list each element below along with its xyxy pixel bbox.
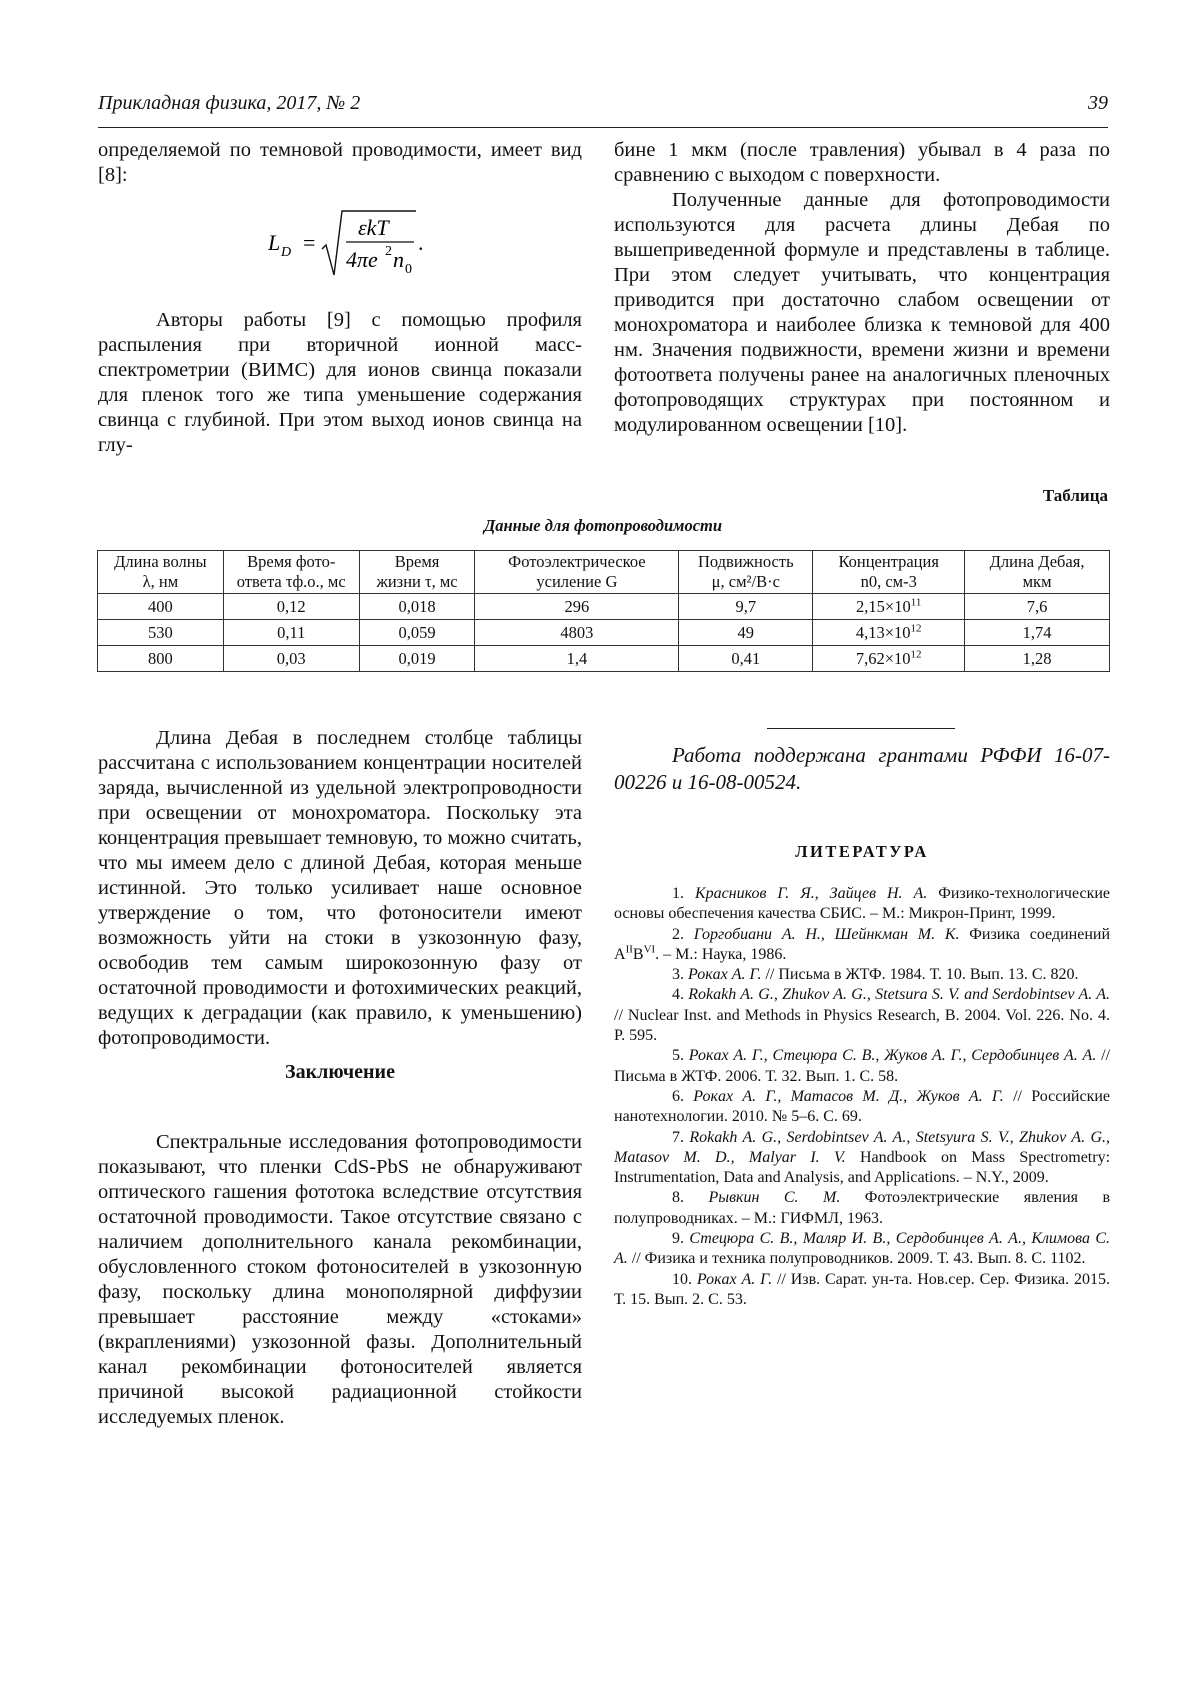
table-row (98, 594, 1110, 620)
cell-gain: 4803 (475, 620, 679, 646)
left-column-top-2 (98, 308, 582, 458)
reference-item: 1. Красников Г. Я., Зайцев Н. А. Физико-технологические основы обеспечения качества СБИС. – М.: Микрон-Принт, 1999. (614, 885, 1111, 923)
header-debye-length: Длина Дебая, мкм (965, 551, 1110, 594)
formula-lhs: L (268, 230, 281, 255)
header-mobility: Подвижность μ, см²/В·с (679, 551, 813, 594)
cell-gain: 296 (475, 594, 679, 620)
reference-item: 5. Рокax А. Г., Стецюра С. В., Жуков А. Г., Сердобинцев А. А. // Письма в ЖТФ. 2006. Т. 32. Вып. 1. С. 58. (614, 1047, 1111, 1085)
reference-item: 6. Рокax А. Г., Матасов М. Д., Жуков А. Г. // Российские нанотехнологии. 2010. № 5–6. С. 69. (614, 1087, 1111, 1126)
header-concentration: Концентрация n0, см-3 (813, 551, 965, 594)
cell-wavelength: 400 (98, 594, 224, 620)
cell-debye-length: 1,74 (965, 620, 1110, 646)
reference-item: 4. Rokakh A. G., Zhukov A. G., Stetsura S. V. and Serdobintsev A. A. // Nuclear Inst. and Methods in Physics Research, B. 2004. Vol. 226. No. 4. P. 595. (614, 986, 1110, 1045)
page-number: 39 (1088, 92, 1108, 114)
reference-item: 8. Рывкин С. М. Фотоэлектрические явления в полупроводниках. – М.: ГИФМЛ, 1963. (614, 1189, 1110, 1227)
cell-response-time: 0,11 (223, 620, 359, 646)
table-row (98, 646, 1110, 672)
header-response-time: Время фото- ответа τф.о., мс (223, 551, 359, 594)
cell-concentration: $7,62\times 10^{12}$ (813, 646, 965, 672)
reference-item: 3. Рокax А. Г. // Письма в ЖТФ. 1984. Т. 10. Вып. 13. С. 820. (672, 966, 1079, 984)
table-header-row (98, 551, 1110, 594)
cell-gain: 1,4 (475, 646, 679, 672)
header-rule (98, 127, 1108, 128)
references-heading: ЛИТЕРАТУРА (795, 842, 929, 861)
paragraph: Спектральные исследования фотопроводимости показывают, что пленки CdS-PbS не обнаруживают оптического гашения фототока вследствие отсутствия остаточной проводимости. Такое отсутствие связано с наличием дополнительного канала рекомбинации, обусловленного стоком фотоносителей в узкозонную фазу, поскольку длина монополярной диффузии превышает расстояние между «стоками» (вкраплениями) узкозонной фазы. Дополнительный канал рекомбинации фотоносителей является причиной высокой радиационной стойкости исследуемых пленок. (98, 1131, 582, 1428)
table-title: Данные для фотопроводимости (483, 516, 723, 535)
separator-rule (767, 728, 955, 729)
references-list (614, 884, 1110, 1310)
cell-concentration: $2,15\times 10^{11}$ (813, 594, 965, 620)
cell-mobility: 9,7 (679, 594, 813, 620)
cell-wavelength: 800 (98, 646, 224, 672)
paragraph: бине 1 мкм (после травления) убывал в 4 раза по сравнению с выходом с поверхности. (614, 139, 1110, 186)
formula-denominator-a: 4πe (346, 247, 378, 272)
formula-end: . (418, 230, 424, 255)
journal-title: Прикладная физика, 2017, № 2 (98, 92, 361, 114)
cell-wavelength: 530 (98, 620, 224, 646)
table-row (98, 620, 1110, 646)
data-table (97, 550, 1110, 672)
left-column-bottom (98, 726, 582, 1051)
cell-debye-length: 7,6 (965, 594, 1110, 620)
formula-denominator-sup: 2 (385, 244, 392, 259)
reference-item: 10. Рокax А. Г. // Изв. Сарат. ун-та. Нов.сер. Сер. Физика. 2015. Т. 15. Вып. 2. С. 53. (614, 1270, 1111, 1308)
paragraph: Длина Дебая в последнем столбце таблицы рассчитана с использованием концентрации носителей заряда, вычисленной из удельной электропроводности при освещении от монохроматора. Поскольку эта концентрация превышает темновую, то можно считать, что мы имеем дело с длиной Дебая, которая меньше истинной. Это только усиливает наше основное утверждение о том, что фотоносители имеют возможность уйти на стоки в узкозонную фазу, освободив тем самым широкозонную фазу от остаточной проводимости и фотохимических реакций, ведущих к деградации (как правило, к уменьшению) фотопроводимости. (98, 727, 582, 1049)
running-header (98, 92, 1108, 122)
cell-lifetime: 0,019 (359, 646, 475, 672)
cell-response-time: 0,12 (223, 594, 359, 620)
paragraph: определяемой по темновой проводимости, имеет вид [8]: (98, 139, 582, 186)
section-title: Заключение (285, 1061, 395, 1083)
cell-response-time: 0,03 (223, 646, 359, 672)
header-lifetime: Время жизни τ, мс (359, 551, 475, 594)
left-column-top (98, 138, 582, 188)
right-column-top (614, 138, 1110, 438)
formula-denominator-sub: 0 (405, 262, 412, 277)
cell-lifetime: 0,018 (359, 594, 475, 620)
formula-numerator: εkT (358, 215, 389, 240)
cell-lifetime: 0,059 (359, 620, 475, 646)
cell-mobility: 0,41 (679, 646, 813, 672)
cell-debye-length: 1,28 (965, 646, 1110, 672)
formula-denominator-b: n (393, 247, 404, 272)
cell-mobility: 49 (679, 620, 813, 646)
table-label: Таблица (1042, 486, 1108, 505)
reference-item: 7. Rokakh A. G., Serdobintsev A. A., Stetsyura S. V., Zhukov A. G., Matasov M. D., Malyar I. V. Handbook on Mass Spectrometry: Instrumentation, Data and Analysis, and Applications. – N.Y., 2009. (614, 1128, 1111, 1187)
left-column-conclusion (98, 1130, 582, 1430)
debye-length-formula (268, 205, 468, 281)
formula-lhs-sub: D (281, 245, 292, 260)
paragraph: Полученные данные для фотопроводимости используются для расчета длины Дебая по вышеприведенной формуле и представлены в таблице. При этом следует учитывать, что концентрация приводится при достаточно слабом освещении от монохроматора и наиболее близка к темновой для 400 нм. Значения подвижности, времени жизни и времени фотоответа получены ранее на аналогичных пленочных фотопроводящих структурах при постоянном и модулированном освещении [10]. (614, 189, 1110, 436)
paragraph: Авторы работы [9] с помощью профиля распыления при вторичной ионной масс-спектрометрии (ВИМС) для ионов свинца показали для пленок того же типа уменьшение содержания свинца с глубиной. При этом выход ионов свинца на глу- (98, 309, 582, 456)
cell-concentration: $4,13\times 10^{12}$ (813, 620, 965, 646)
header-wavelength: Длина волны λ, нм (98, 551, 224, 594)
reference-item: 2. Горгобиани А. Н., Шейнкман М. К. Физика соединений $A^{II}B^{VI}$. – М.: Наука, 1986. (614, 925, 1110, 963)
reference-item: 9. Стецюра С. В., Маляр И. В., Сердобинцев А. А., Климова С. А. // Физика и техника полупроводников. 2009. Т. 43. Вып. 8. С. 1102. (614, 1230, 1111, 1268)
header-gain: Фотоэлектрическое усиление G (475, 551, 679, 594)
acknowledgement: Работа поддержана грантами РФФИ 16-07-00226 и 16-08-00524. (614, 743, 1110, 794)
formula-equals: = (303, 230, 316, 255)
